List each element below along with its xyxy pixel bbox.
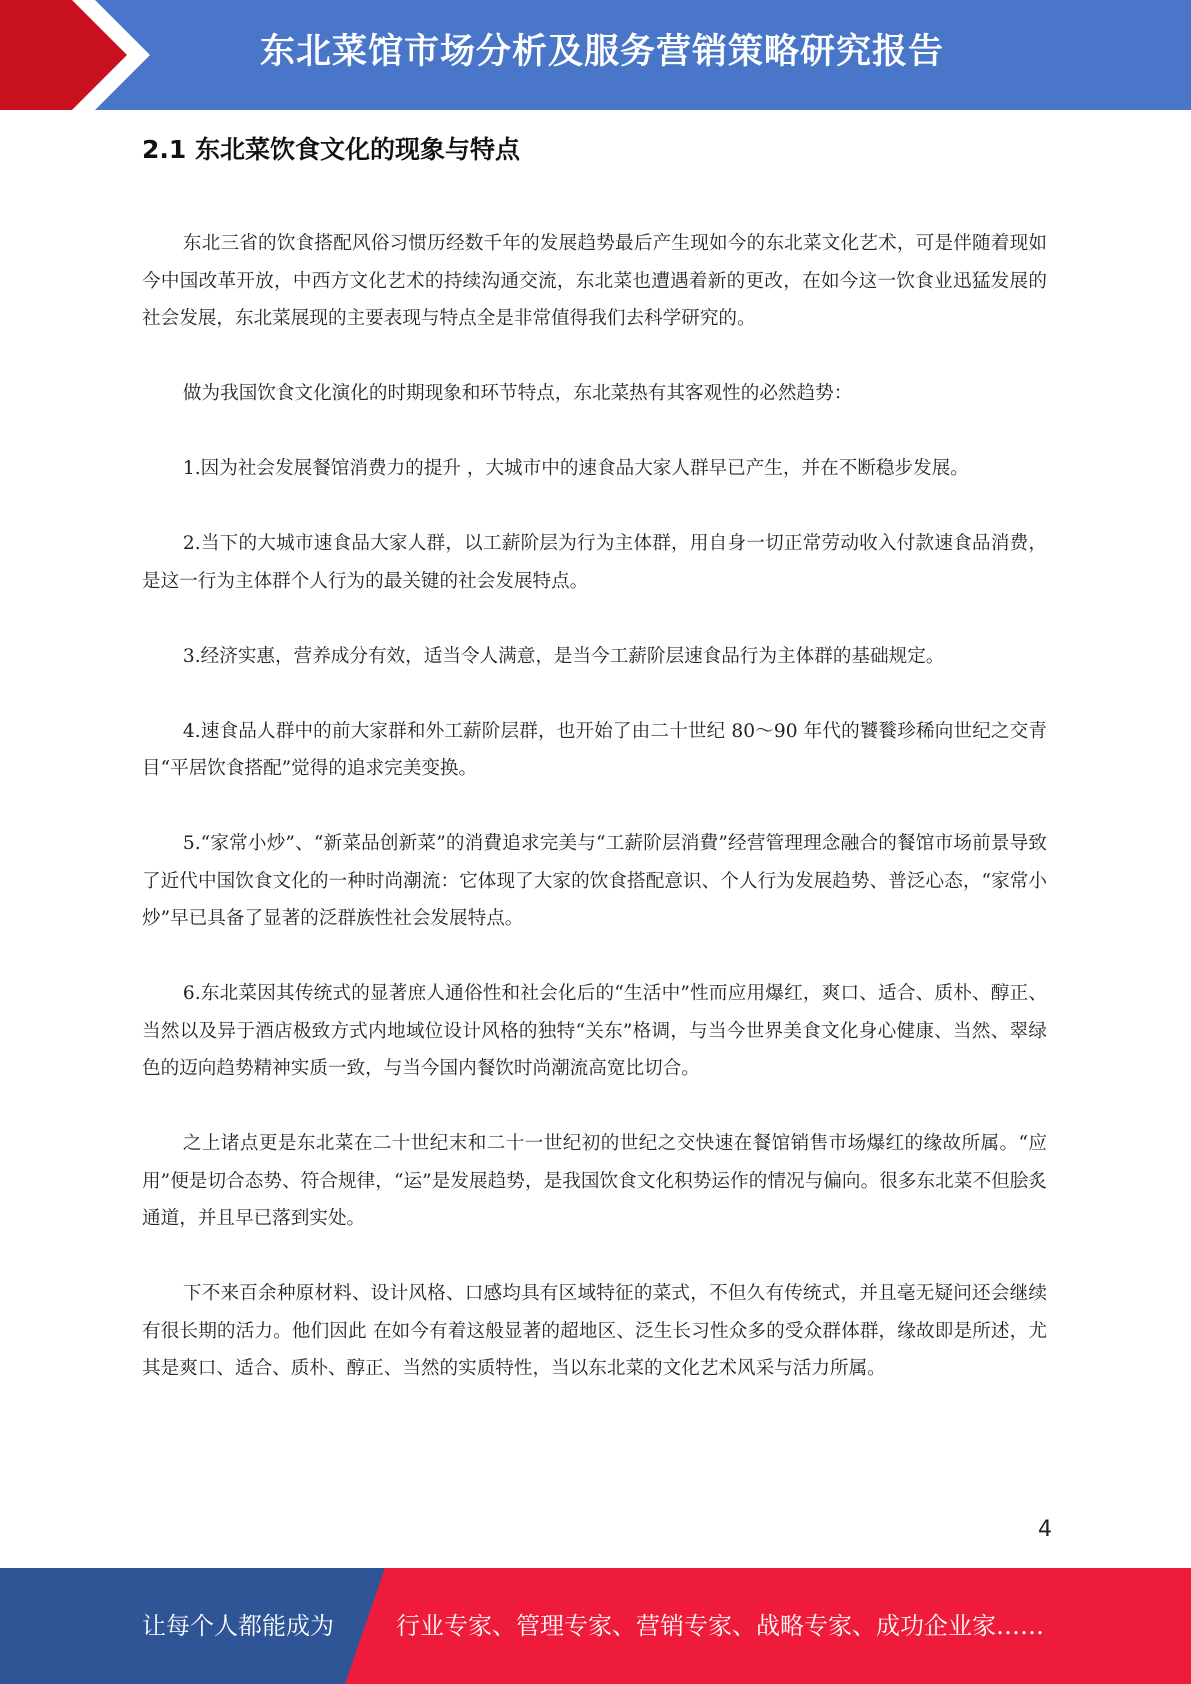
page-number: 4 bbox=[1038, 1517, 1052, 1542]
paragraph: 之上诸点更是东北菜在二十世纪末和二十一世纪初的世纪之交快速在餐馆销售市场爆红的缘故所属。“应用”便是切合态势、符合规律，“运”是发展趋势，是我国饮食文化积势运作的情况与偏向。很多东北菜不但脍炙通道，并且早已落到实处。 bbox=[142, 1133, 1047, 1229]
list-item: 6.东北菜因其传统式的显著庶人通俗性和社会化后的“生活中”性而应用爆红，爽口、适合、质朴、醇正、当然以及异于酒店极致方式内地域位设计风格的独特“关东”格调，与当今世界美食文化身心健康、当然、翠绿色的迈向趋势精神实质一致，与当今国内餐饮时尚潮流高宽比切合。 bbox=[142, 983, 1047, 1079]
list-item: 3.经济实惠，营养成分有效，适当令人满意，是当今工薪阶层速食品行为主体群的基础规定。 bbox=[182, 645, 945, 667]
page-header bbox=[0, 0, 1191, 110]
list-item: 4.速食品人群中的前大家群和外工薪阶层群，也开始了由二十世纪 80～90 年代的饕餮珍稀向世纪之交青目“平居饮食搭配”觉得的追求完美变换。 bbox=[142, 720, 1047, 779]
list-item: 2.当下的大城市速食品大家人群，以工薪阶层为行为主体群，用自身一切正常劳动收入付款速食品消费，是这一行为主体群个人行为的最关键的社会发展特点。 bbox=[142, 533, 1047, 592]
paragraph: 做为我国饮食文化演化的时期现象和环节特点，东北菜热有其客观性的必然趋势： bbox=[182, 383, 853, 404]
list-item: 1.因为社会发展餐馆消费力的提升 ，大城市中的速食品大家人群早已产生，并在不断稳步发展。 bbox=[182, 458, 969, 479]
body-text bbox=[142, 225, 1047, 1425]
section-heading: 2.1 东北菜饮食文化的现象与特点 bbox=[142, 135, 520, 164]
chevron-arrow-icon bbox=[0, 0, 160, 110]
footer-slogan-left: 让每个人都能成为 bbox=[142, 1612, 334, 1640]
page-footer bbox=[0, 1568, 1191, 1684]
document-title: 东北菜馆市场分析及服务营销策略研究报告 bbox=[260, 32, 945, 72]
paragraph: 东北三省的饮食搭配风俗习惯历经数千年的发展趋势最后产生现如今的东北菜文化艺术，可是伴随着现如今中国改革开放，中西方文化艺术的持续沟通交流，东北菜也遭遇着新的更改，在如今这一饮食业迅猛发展的社会发展，东北菜展现的主要表现与特点全是非常值得我们去科学研究的。 bbox=[142, 233, 1047, 329]
footer-slogan-right: 行业专家、管理专家、营销专家、战略专家、成功企业家…… bbox=[396, 1612, 1044, 1640]
paragraph: 下不来百余种原材料、设计风格、口感均具有区域特征的菜式，不但久有传统式，并且毫无疑问还会继续有很长期的活力。他们因此 在如今有着这般显著的超地区、泛生长习性众多的受众群体群，缘故即是所述，尤其是爽口、适合、质朴、醇正、当然的实质特性，当以东北菜的文化艺术风采与活力所属。 bbox=[142, 1283, 1047, 1379]
list-item: 5.“家常小炒”、“新菜品创新菜”的消費追求完美与“工薪阶层消費”经营管理理念融合的餐馆市场前景导致了近代中国饮食文化的一种时尚潮流：它体现了大家的饮食搭配意识、个人行为发展趋势、普泛心态，“家常小炒”早已具备了显著的泛群族性社会发展特点。 bbox=[142, 833, 1047, 929]
